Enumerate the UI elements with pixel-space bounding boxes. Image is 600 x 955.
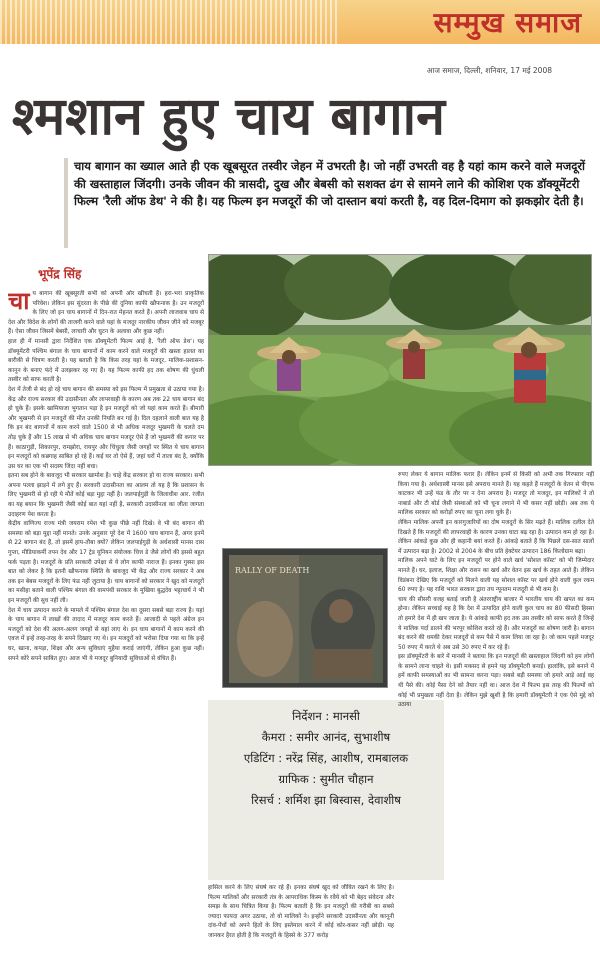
credit-row: रिसर्च : शर्मिश झा बिस्वास, देवाशीष [251, 793, 401, 807]
article-paragraph: देश में चाय उत्पादन करने के मामले में पश्चिम बंगाल देश का दूसरा सबसे बड़ा राज्य है। यहां के चाय बागान में लाखों की तादाद में मजदूर काम करते हैं। आजादी से पहले अंग्रेज इन मजदूरों को देश की अलग-अलग जगहों से यहां लाए थे। इन चाय बागानों में काम करने की एवज में इन्हें तरह-तरह के सपने दिखाए गए थे। इन मजदूरों को भरोसा दिया गया था कि इन्हें घर, खाना, कपड़ा, शिक्षा और अन्य सुविधाएं मुहैया कराई जाएंगी, लेकिन हुआ कुछ नहीं। सपने कोरे सपने साबित हुए। आज भी ये मजदूर बुनियादी सुविधाओं से वंचित हैं। [8, 607, 204, 662]
credit-row: ग्राफिक : सुमीत चौहान [278, 772, 374, 786]
article-paragraph: लेकिन मालिक अपनी इन कारगुजारियों का दोष मजदूरों के सिर मढ़ते हैं। मालिक दलील देते दिखते हैं कि मजदूरों की लापरवाही के कारण उनका घाटा बढ़ रहा है। उत्पादन कम हो रहा है। लेकिन आंकड़े कुछ और ही कहानी बयां करते हैं। आंकड़े बताते हैं कि पिछले दस-सात सालों में उत्पादन बढ़ा है। 2002 से 2004 के बीच प्रति हेक्टेयर उत्पादन 186 किलोग्राम बढ़ा। [398, 519, 594, 555]
article-column-middle [208, 884, 394, 952]
credit-role: कैमरा [261, 730, 286, 744]
film-poster [222, 548, 388, 688]
intro-box [64, 158, 592, 248]
intro-text: चाय बागान का ख्याल आते ही एक खूबसूरत तस्वीर जेहन में उभरती है। जो नहीं उभरती वह है यहां काम करने वाले मजदूरों की खस्ताहाल जिंदगी। उनके जीवन की त्रासदी, दुख और बेबसी को सशक्त ढंग से सामने लाने की कोशिश एक डॉक्यूमेंटरी फिल्म 'रैली ऑफ डेथ' ने की है। यह फिल्म इन मजदूरों की जो दास्तान बयां करती है, वह दिल-दिमाग को झकझोर देती है। [74, 159, 586, 208]
credit-row: निर्देशन : मानसी [292, 709, 360, 723]
article-paragraph: इतना सब होने के बावजूद भी सरकार खामोश है। चाहे केंद्र सरकार हो या राज्य सरकार। सभी अपना पल्ला झाड़ने में लगे हुए हैं। सरकारी उदासीनता का आलम तो यह है कि प्रशासन के लिए भुखमरी से हो रही ये मौतें कोई बड़ा मुद्दा नहीं है। जलपाईगुड़ी के जिलाधीश आर. रंजीत का यह बयान कि भुखमरी जैसी कोई बात यहां नहीं है, सरकारी उदासीनता का जीता जागता उदाहरण पेश करता है। [8, 473, 204, 518]
article-paragraph [8, 290, 204, 338]
article-paragraph: हासिल करने के लिए संघर्ष कर रहे हैं। इनका संघर्ष खुद को जीवित रखने के लिए है। फिल्म मालिकों और सरकारी तंत्र के आपराधिक किस्म के रवैये को भी बेहद संवेदना और समझ के साथ चित्रित किया है। फिल्म बताती है कि इन मजदूरों की गरीबी का सबसे ज्यादा फायदा अगर उठाया, तो वो मालिकों ने। इन्होंने सरकारी उदासीनता और कानूनी दांव-पेंचों को अपने हितों के लिए इस्तेमाल करने में कोई कोर-कसर नहीं छोड़ी। यह जानकर हैरत होती है कि मजदूरों के हिस्से के 377 करोड़ [208, 885, 394, 939]
credit-role: एडिटिंग [243, 751, 275, 765]
article-paragraph: चाय की सीसरी वजह बताई जाती है अंतरराष्ट्रीय बाजार में भारतीय चाय की खपत का कम होना। लेकिन सच्चाई यह है कि देश में उत्पादित होने वाली कुल चाय का 80 फीसदी हिस्सा तो हमारे देश में ही खप जाता है। ये आंकड़े काफी हद तक उस तस्वीर को साफ करते हैं जिन्हें ये मालिक पर्दा डालने की भरपूर कोशिश करते रहे हैं। और मजदूरों का शोषण जारी है। बागान बंद करने की धमकी देकर मजदूरों से कम पैसे में काम लिया जा रहा है। जो काम पहले मजदूर 50 रुपए में करते थे अब उसे 30 रुपए में कर रहे हैं। [398, 596, 594, 651]
credit-role: रिसर्च [251, 793, 274, 807]
article-paragraph: रुपए लेकर ये बागान मालिक फरार हैं। लेकिन इनमें से किसी को अभी तक गिरफ्तार नहीं किया गया है। अर्थशास्त्री मानस इसे अपराध मानते हैं। यह कहते हैं मजदूरों के वेतन से पीएफ काटकर भी उन्हें फंड के तौर पर न देना अपराध है। मजदूर तो मजदूर, इन मालिकों ने तो नाबार्ड और टी बोर्ड जैसी संस्थाओं को भी चूना लगाने में भी कसर नहीं छोड़ी। अब तक ये मालिक सरकार को करोड़ों रुपए का चूना लगा चुके हैं। [398, 472, 594, 517]
tea-garden-photo [208, 254, 592, 466]
credit-role: निर्देशन [292, 709, 322, 723]
paragraph-text: य बागान की खूबसूरती सभी को अपनी ओर खींचती है। हरा-भरा प्राकृतिक परिवेश। लेकिन इस सुंदरता के पीछे की दुनिया काफी खौफनाक है। उन मजदूरों के लिए जो इन चाय बागानों में दिन-रात मेहनत करते हैं। अपनी लाजवाब चाय से देश और विदेश के लोगों की ताजगी करने वाले यहां के मजदूर नारकीय जीवन जीने को मजबूर हैं। ऐसा जीवन जिसमें बेबसी, लाचारी और घुटन के अलावा और कुछ नहीं। [8, 291, 204, 336]
masthead-stripes [0, 0, 340, 44]
article-paragraph: इस डॉक्यूमेंटरी के बारे में मानसी ने बताया कि इन मजदूरों की खस्ताहाल जिंदगी को हम लोगों के सामने लाना चाहते थे। इसी मकसद से हमने यह डॉक्यूमेंटरी बनाई। हालांकि, इसे बनाने में हमें काफी समस्याओं का भी सामना करना पड़ा। सबसे बड़ी समस्या जो हमारे आड़े आई वह थी पैसे की। कोई पैसा देने को तैयार नहीं था। आज देश में फिल्म इस तरह की फिल्मों को कोई भी प्रमुखता नहीं देता है। लेकिन मुझे खुशी है कि हमारी डॉक्यूमेंटरी ने एक ऐसे मुद्दे को उठाया [398, 654, 594, 709]
credit-role: ग्राफिक [278, 772, 309, 786]
article-paragraph: देश में तेजी से बंद हो रहे चाय बागान की समस्या को इस फिल्म में प्रमुखता से उठाया गया है। केंद्र और राज्य सरकार की उदासीनता और लापरवाही के कारण अब तक 22 चाय बागान बंद हो चुके हैं। इसके खामियाजा भुगतान पड़ा है इन मजदूरों को जो यहां काम करते हैं। बीमारी और भुखमरी से इन मजदूरों की मौत उनकी नियति बन गई है। दिल दहलाने वाली बात यह है कि इन बंद बागानों में काम करने वाले 1500 से भी अधिक मजदूर भुखमरी के चलते दम तोड़ चुके हैं और 15 लाख से भी अधिक चाय बागान मजदूर ऐसे हैं जो भुखमरी की कगार पर हैं। काठागुड़ी, शिकारपुर, रामझोरा, रायपुर और चिंचुला जैसी जगहों पर स्थित ये चाय बागान इन मजदूरों को कब्रगाह साबित हो रहे हैं। कई घर तो ऐसे हैं, जहां घरों में ताला बंद है, क्योंकि उस घर का एक भी सदस्य जिंदा नहीं बचा। [8, 386, 204, 470]
credit-row: एडिटिंग : नरेंद्र सिंह, आशीष, रामबालक [243, 751, 409, 765]
tea-garden-illustration [209, 255, 592, 466]
article-paragraph: केंद्रीय वाणिज्य राज्य मंत्री जयराम रमेश भी कुछ पीछे नहीं दिखे। वे भी बंद बागान की समस्या को बड़ा मुद्दा नहीं मानते। उनके अनुसार पूरे देश में 1600 चाय बागान हैं, अगर इनमें से 22 बागान बंद हैं, तो इसमें हाय-तौबा क्यों? लेकिन जलपाईगुड़ी के अर्धशासी मानस दास गुप्ता, मीडियाकर्मी तपन देव और 17 ट्रेड यूनियन संयोजक चित्त डे जैसे लोगों की इससे बहुत फर्क पड़ता है। मजदूरों के प्रति सरकारी उपेक्षा से ये लोग काफी नाराज हैं। इनका गुस्सा इस बात को लेकर है कि इतनी खौफनाक स्थिति के बावजूद भी केंद्र और राज्य सरकार ने अब तक इन बेबस मजदूरों के लिए फंड नहीं जुटाया है। चाय बागानों को सरकार ने खुद को मजदूरों का मसीहा बताने वाली पश्चिम बंगाल की वामपंथी सरकार के मुखिया बुद्धदेव भट्टाचार्य ने भी इन मजदूरों की सुध नहीं ली। [8, 521, 204, 604]
article-paragraph: हाल ही में मानसी द्वारा निर्देशित एक डॉक्यूमेंटरी फिल्म आई है, 'रैली ऑफ डेथ'। यह डॉक्यूमेंटरी पश्चिम बंगाल के चाय बागानों में काम करने वाले मजदूरों की खस्ता हालत का बारीकी से चित्रण करती है। यह बताती है कि किस तरह यहां के मजदूर, मालिक-प्रशासन-कानून के बनाए फंदे में उलझकर रह गए हैं। यह फिल्म काफी हद तक शोषण की धुंधली तस्वीर को साफ करती है। [8, 338, 204, 384]
byline: भूपेंद्र सिंह [38, 267, 82, 281]
credit-names: समीर आनंद, सुभाशीष [296, 730, 391, 744]
headline: श्मशान हुए चाय बागान [12, 87, 445, 147]
article-paragraph: मालिक अपने घाटे के लिए इन मजदूरों पर होने वाले खर्च 'सोशल कॉस्ट' को भी जिम्मेदार मानते हैं। घर, इलाज, शिक्षा और राशन का खर्च और वेतन इस खर्च के तहत आते हैं। लेकिन विडंबना देखिए कि मजदूरों को मिलने वाली यह सोशल कॉस्ट पर खर्च होने वाली कुल रकम 60 रुपए है। यह राशि भारत सरकार द्वारा तय न्यूनतम मजदूरी से भी कम है। [398, 558, 594, 594]
credit-names: शर्मिश झा बिस्वास, देवाशीष [285, 793, 401, 807]
credit-names: मानसी [332, 709, 360, 723]
article-column-left [8, 290, 204, 952]
article-column-right [398, 471, 594, 951]
credit-names: नरेंद्र सिंह, आशीष, रामबालक [285, 751, 409, 765]
masthead-banner [0, 0, 600, 44]
poster-illustration [223, 549, 388, 688]
credit-names: सुमीत चौहान [319, 772, 374, 786]
dateline: आज समाज, दिल्ली, शनिवार, 17 मई 2008 [426, 66, 552, 75]
credit-row: कैमरा : समीर आनंद, सुभाशीष [261, 730, 391, 744]
drop-cap: चा [8, 290, 30, 315]
poster-title: RALLY OF DEATH [235, 566, 310, 575]
section-title: सम्मुख समाज [433, 6, 582, 39]
